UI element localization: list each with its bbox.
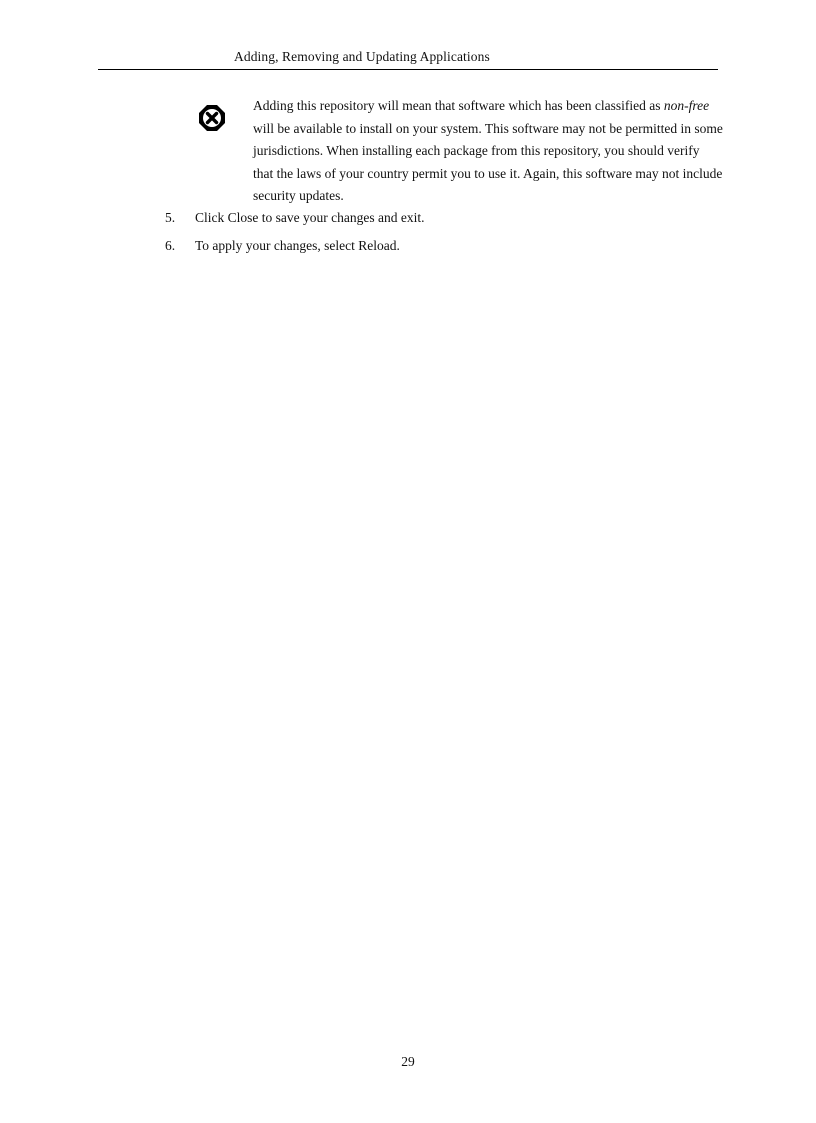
- page-number: 29: [401, 1054, 415, 1069]
- running-header: Adding, Removing and Updating Applications: [234, 49, 490, 64]
- step-text: To apply your changes, select Reload.: [195, 238, 400, 253]
- warning-text-end: will be available to install on your system. This software may not be permitted in some jurisdictions. When installing each package from this repository, you should verify that the laws of your country permit you to use it. Again, this software may not include security updates.: [253, 120, 723, 203]
- warning-emphasis: non-free: [663, 98, 710, 113]
- step-list: [0, 210, 816, 266]
- step-item: [0, 210, 816, 238]
- step-number: 6.: [165, 238, 176, 253]
- step-item: [0, 238, 816, 266]
- error-x-octagon-icon: [198, 104, 226, 132]
- warning-text-start: Adding this repository will mean that software which has been classified as: [253, 98, 664, 113]
- step-text: Click Close to save your changes and exit.: [195, 210, 425, 225]
- header-rule: [98, 69, 718, 70]
- warning-note: [253, 95, 723, 208]
- step-number: 5.: [165, 210, 176, 225]
